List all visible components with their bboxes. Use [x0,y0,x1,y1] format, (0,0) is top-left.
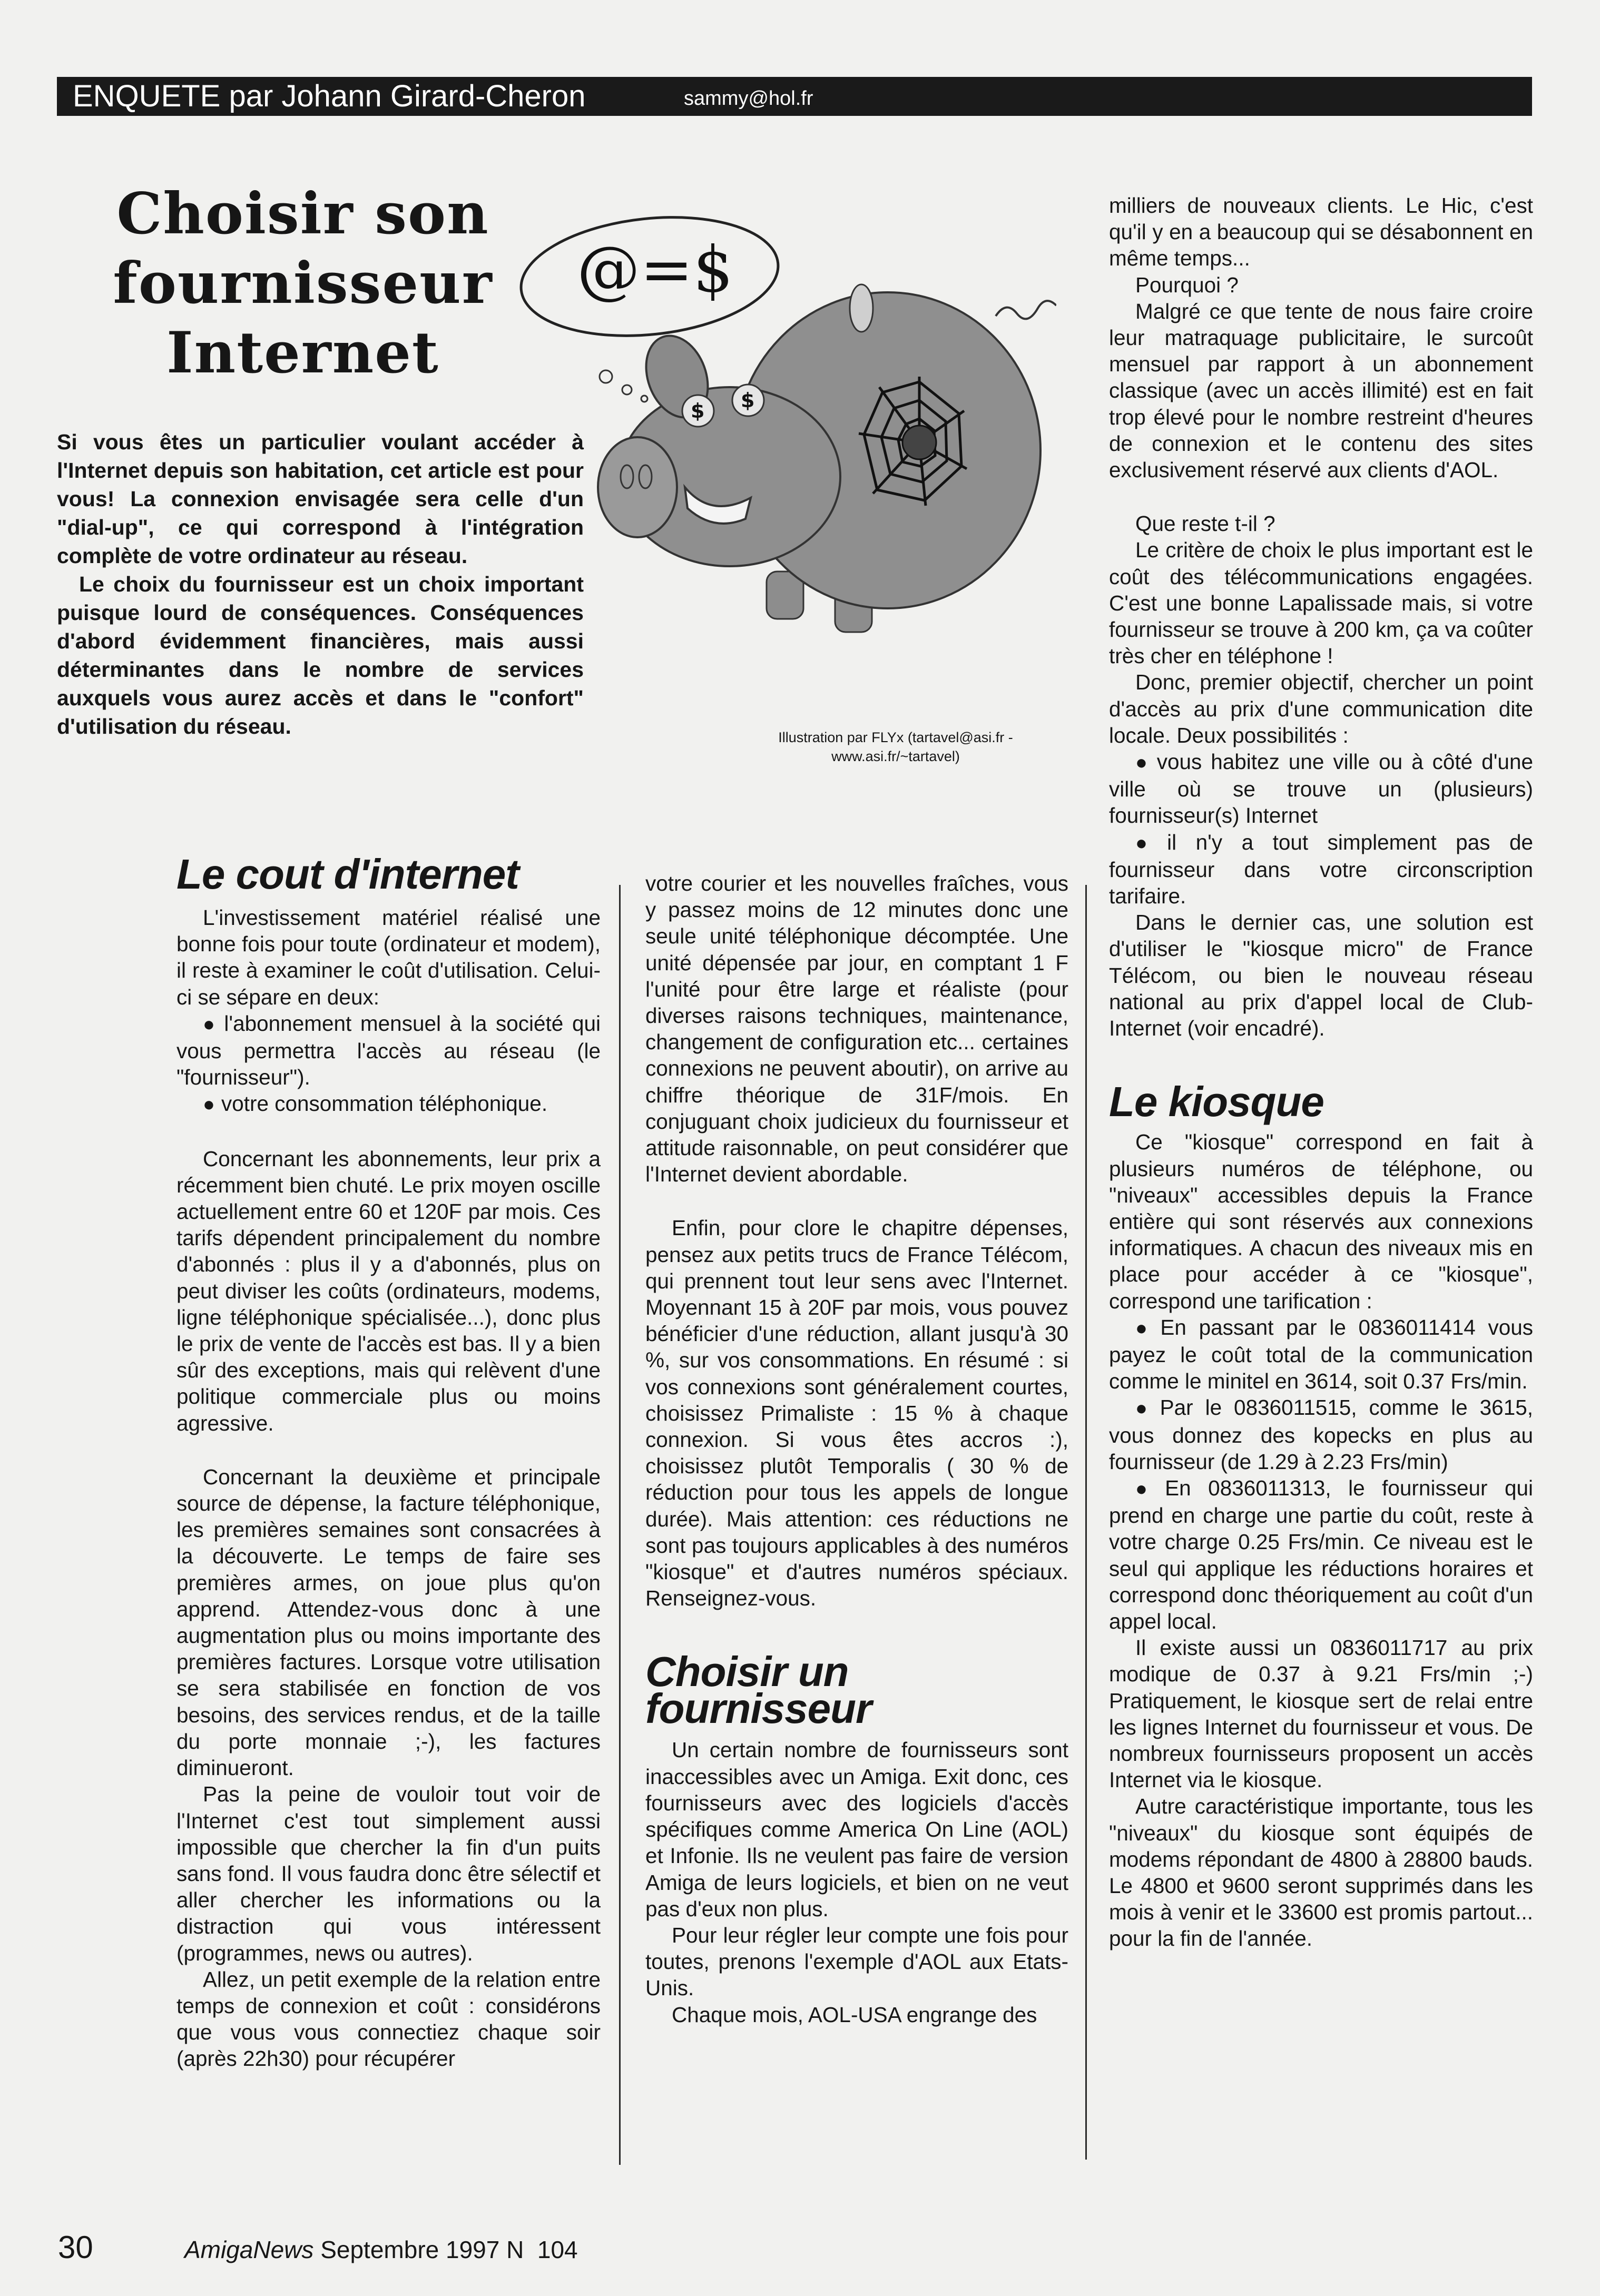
pig-tail [996,301,1056,319]
paragraph: Concernant les abonnements, leur prix a récemment bien chuté. Le prix moyen oscille actuellement entre 60 et 120F par mois. Ces tarifs dépendent principalement du nombre d'abonnés : plus il y a d'abonnés, plus on peut diviser les coûts (ordinateurs, modems, ligne téléphonique spécialisée...), donc plus le prix de vente de l'accès est bas. Il y a bien sûr des exceptions, mais qui relèvent d'une politique commerciale plus ou moins agressive. [176,1146,601,1435]
heading-le-kiosque: Le kiosque [1109,1078,1324,1126]
bullet-item [176,1090,601,1118]
paragraph: Pour leur régler leur compte une fois pour toutes, prenons l'exemple d'AOL aux Etats-Unis. [645,1923,1068,2001]
heading-line: fournisseur [645,1685,872,1732]
header-bar [57,77,1532,116]
paragraph: Malgré ce que tente de nous faire croire leur matraquage publicitaire, le surcoût mensuel par rapport à un abonnement classique (avec un accès illimité) est en fait trop élevé pour le nombre restreint d'heures de connexion et le contenu des sites exclusivement réservé aux clients d'AOL. [1109,299,1533,482]
article-intro [57,428,584,741]
paragraph: Ce "kiosque" correspond en fait à plusieurs numéros de téléphone, ou "niveaux" accessibles depuis la France entière qui sont réservés aux connexions informatiques. A chacun des niveaux mis en place pour accéder à ce "kiosque", correspond une tarification : [1109,1130,1533,1313]
column-divider [1085,885,1087,2160]
paragraph: Le critère de choix le plus important est le coût des télécommunications engagées. C'est une bonne Lapalissade mais, si votre fournisseur se trouve à 200 km, ça va coûter très cher en téléphone ! [1109,538,1533,668]
paragraph: Allez, un petit exemple de la relation entre temps de connexion et coût : considérons que vous vous connectiez chaque soir (après 22h30) pour récupérer [176,1967,601,2071]
column-1 [176,851,601,2072]
bullet-text: il n'y a tout simplement pas de fournisseur dans votre circonscription tarifaire. [1109,830,1533,909]
pig-snout [598,437,677,537]
issue-info: Septembre 1997 N 104 [313,2236,578,2263]
bullet-item [1109,1475,1533,1634]
bullet-text: votre consommation téléphonique. [221,1091,548,1116]
thought-dot [641,396,647,402]
illustration-credit: Illustration par FLYx (tartavel@asi.fr - www.asi.fr/~tartavel) [778,730,1013,764]
paragraph: Que reste t-il ? [1135,511,1275,536]
heading-le-cout: Le cout d'internet [176,851,519,898]
paragraph: Autre caractéristique importante, tous les "niveaux" du kiosque sont équipés de modems répondant de 4800 à 28800 bauds. Le 4800 et 9600 seront supprimés dans les mois à venir et le 33600 est promis partout... pour la fin de l'année. [1109,1794,1533,1951]
bullet-item [176,1010,601,1091]
column-divider [619,885,621,2165]
thought-dot [600,370,612,383]
article-title [58,179,548,388]
title-line-2: fournisseur [113,250,493,317]
bullet-item [1109,1394,1533,1475]
column-3 [1109,192,1533,1952]
author-email: sammy@hol.fr [684,87,813,110]
title-line-3: Internet [166,320,439,386]
paragraph: Enfin, pour clore le chapitre dépenses, pensez aux petits trucs de France Télécom, qui prennent tout leur sens avec l'Internet. Moyennant 15 à 20F par mois, vous pouvez bénéficier d'une réduction, allant jusqu'à 30 %, sur vos consommations. En résumé : si vos connexions sont généralement courtes, choisissez Primaliste : 15 % à chaque connexion. Si vous êtes accros :), choisissez plutôt Temporalis ( 30 % de réduction pour tous les appels de longue durée). Mais attention: ces réductions ne sont pas toujours applicables à des numéros "kiosque" et d'autres numéros spéciaux. Renseignez-vous. [645,1216,1068,1611]
paragraph: milliers de nouveaux clients. Le Hic, c'est qu'il y en a beaucoup qui se désabonnent en même temps... [1109,193,1533,271]
bullet-item [1109,829,1533,910]
paragraph: Dans le dernier cas, une solution est d'utiliser le "kiosque micro" de France Télécom, ou bien le nouveau réseau national au prix d'appel local de Club-Internet (voir encadré). [1109,910,1533,1041]
paragraph: votre courier et les nouvelles fraîches, vous y passez moins de 12 minutes donc une seule unité téléphonique décomptée. Une unité dépensée par jour, en comptant 1 F l'unité pour être large et réaliste (pour diverses raisons techniques, maintenance, changement de configuration etc... certaines connexions ne peuvent aboutir), on arrive au chiffre théorique de 31F/mois. En conjuguant choix judicieux du fournisseur et attitude raisonnable, on peut considérer que l'Internet devient abordable. [645,871,1068,1187]
magazine-name: AmigaNews [184,2236,314,2263]
intro-paragraph-1: Si vous êtes un particulier voulant accéder à l'Internet depuis son habitation, cet article est pour vous! La connexion envisagée sera celle d'un "dial-up", ce qui correspond à l'intégration complète de votre ordinateur au réseau. [57,430,584,568]
heading-choisir-fournisseur [645,1648,1068,1732]
bubble-text: @=$ [577,233,733,307]
paragraph: Il existe aussi un 0836011717 au prix modique de 0.37 à 9.21 Frs/min ;-) Pratiquement, le kiosque sert de relai entre les lignes Internet du fournisseur et vous. De nombreux fournisseurs proposent un accès Internet via le kiosque. [1109,1635,1533,1792]
bullet-item [1109,748,1533,829]
bullet-text: l'abonnement mensuel à la société qui vous permettra l'accès au réseau (le "fournisseur"). [176,1011,601,1090]
footer-issue [184,2235,578,2264]
bullet-text: En passant par le 0836011414 vous payez le coût total de la communication comme le minitel en 3614, soit 0.37 Frs/min. [1109,1315,1534,1394]
title-line-1: Choisir son [116,181,489,247]
thought-dot [622,385,632,395]
section-byline: ENQUETE par Johann Girard-Cheron [73,79,586,113]
paragraph: Pourquoi ? [1135,272,1239,297]
bullet-text: En 0836011313, le fournisseur qui prend en charge une partie du coût, reste à votre charge 0.25 Frs/min. Ce niveau est le seul qui applique les réductions horaires et correspond donc théoriquement au coût d'un appel local. [1109,1475,1533,1633]
column-2 [645,870,1068,2028]
paragraph: Concernant la deuxième et principale source de dépense, la facture téléphonique, les premières semaines sont consacrées à la découverte. Le temps de faire ses premières armes, on joue plus qu'on apprend. Attendez-vous donc à une augmentation plus ou moins importante des premières factures. Lorsque votre utilisation se sera stabilisée en fonction de vos besoins, des services rendus, et de la taille du porte monnaie ;-), les factures diminueront. [176,1464,601,1780]
bullet-item [1109,1314,1533,1395]
paragraph: Donc, premier objectif, chercher un point d'accès au prix d'une communication dite locale. Deux possibilités : [1109,670,1533,747]
bullet-text: vous habitez une ville ou à côté d'une ville où se trouve un (plusieurs) fournisseur(s) Internet [1109,750,1534,828]
intro-paragraph-2: Le choix du fournisseur est un choix important puisque lourd de conséquences. Conséquences d'abord évidemment financières, mais aussi déterminantes dans le nombre de services auxquels vous aurez accès et dans le "confort" d'utilisation du réseau. [57,572,584,738]
piggy-bank-illustration [519,203,1056,661]
heading-line: Choisir un [645,1648,849,1696]
dollar-sign: $ [691,399,705,422]
paragraph: L'investissement matériel réalisé une bonne fois pour toute (ordinateur et modem), il reste à examiner le coût d'utilisation. Celui-ci se sépare en deux: [176,905,601,1009]
paragraph: Chaque mois, AOL-USA engrange des [672,2002,1037,2027]
dollar-sign: $ [741,389,755,412]
paragraph: Pas la peine de vouloir tout voir de l'Internet c'est tout simplement aussi impossible que chercher la fin d'un puits sans fond. Il vous faudra donc être sélectif et aller chercher les informations ou la distraction qui vous intéressent (programmes, news ou autres). [176,1782,601,1965]
page-number: 30 [58,2230,93,2265]
globe-icon [902,426,936,459]
bullet-text: Par le 0836011515, comme le 3615, vous donnez des kopecks en plus au fournisseur (de 1.29 à 2.23 Frs/min) [1109,1395,1533,1474]
coin [850,284,873,332]
paragraph: Un certain nombre de fournisseurs sont inaccessibles avec un Amiga. Exit donc, ces fournisseurs avec des logiciels d'accès spécifiques comme America On Line (AOL) et Infonie. Ils ne veulent pas faire de version Amiga de leurs logiciels, et bien on ne veut pas d'eux non plus. [645,1738,1068,1921]
